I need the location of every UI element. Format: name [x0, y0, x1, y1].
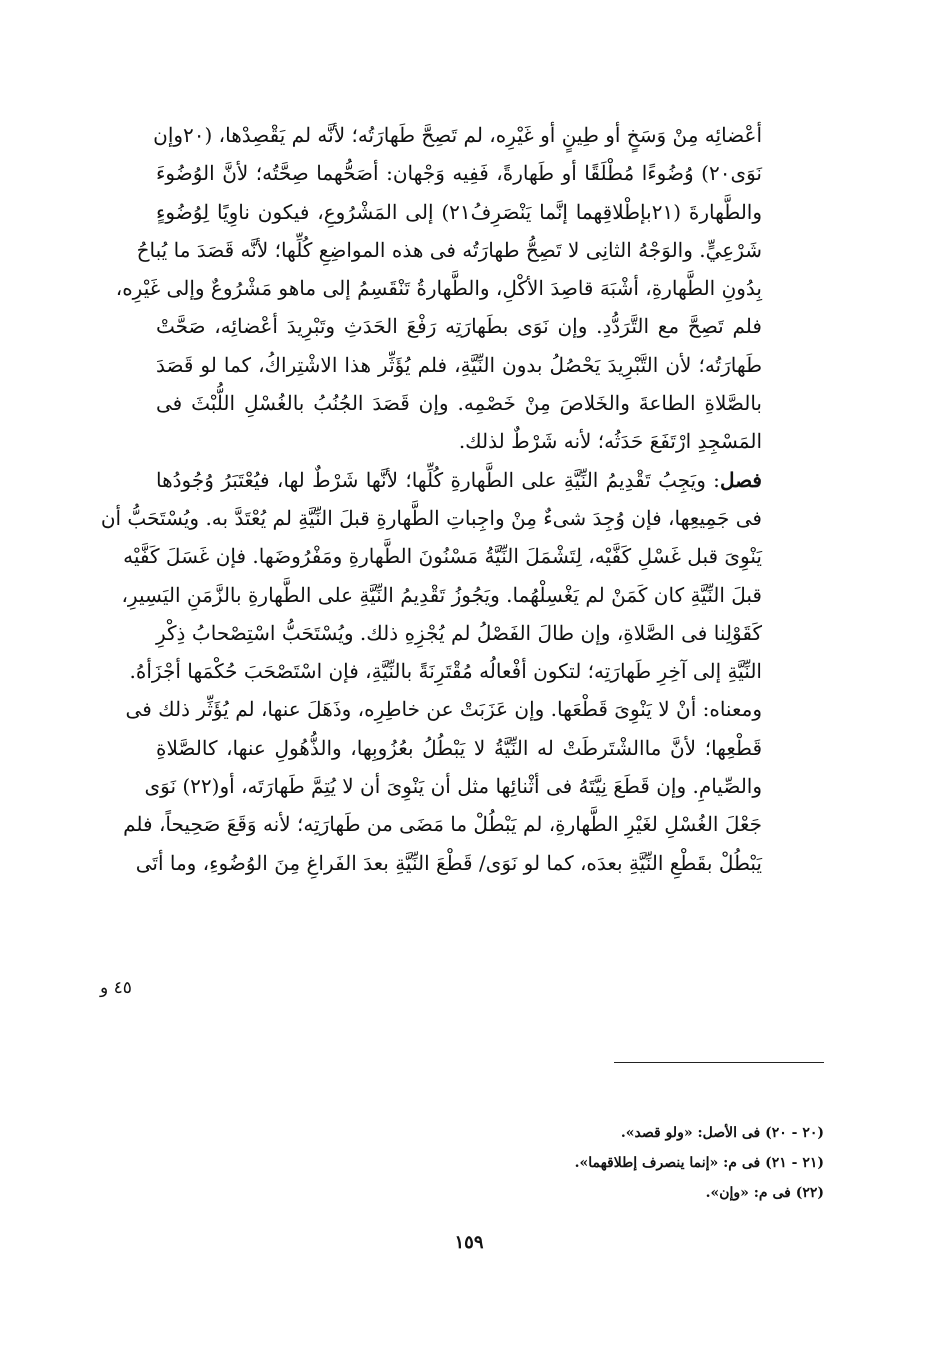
text-line: قبلَ النِّيَّةِ كان كَمَنْ لم يَغْسِلْهُما. ويَجُوزُ تَقْدِيمُ النِّيَّةِ على الطَّهارةِ بالزَّمَنِ اليَسِيرِ، — [121, 582, 762, 607]
footnote: (٢٢) فى م: «وإن». — [705, 1185, 824, 1201]
text-line: نَوَى٢٠) وُضُوءًا مُطْلَقًا أو طَهارةً، فَفِيه وَجْهان: أصَحُّهما صِحَّتُه؛ لأنَّ الوُضُوءَ — [156, 161, 762, 186]
text-line: ومعناه: أنْ لا يَنْوِىَ قَطْعَها. وإن عَزَبَتْ عن خاطِرِه، وذَهَلَ عنها، لم يُؤَثِّر ذلك فى — [125, 697, 762, 722]
section-first-line-text: : ويَجِبُ تَقْدِيمُ النِّيَّةِ على الطَّهارةِ كُلِّها؛ لأنَّها شَرْطٌ لها، فيُعْتَبَرُ وُجُودُها — [156, 467, 720, 492]
footnote: (٢١ - ٢١) فى م: «إنما ينصرف إطلاقهما». — [574, 1155, 824, 1171]
text-line: يَنْوِىَ قبل غَسْلِ كَفَّيْه، لِتَشْمَلَ النِّيَّةُ مَسْنُونَ الطَّهارةِ ومَفْرُوضَها. فإن غَسَلَ كَفَّيْه — [123, 544, 762, 569]
footnote-separator — [614, 1062, 824, 1063]
text-line: أعْضائِه مِنْ وَسَخٍ أو طِينٍ أو غَيْرِه، لم تَصِحَّ طَهارَتُه؛ لأنَّه لم يَقْصِدْها، (٢٠وإن — [153, 123, 762, 147]
section-heading-fasl: فصل — [719, 467, 762, 492]
text-line: والصِّيامِ. وإن قَطَعَ نِيَّتَهُ فى أثْنائِها مثل أن يَنْوِىَ أن لا يُتِمَّ طَهارَتَه، أو(٢٢) نَوَى — [144, 774, 762, 799]
text-line: فى جَمِيعِها، فإن وُجِدَ شىءٌ مِنْ واجِباتِ الطَّهارةِ قبلَ النِّيَّةِ لم يُعْتَدَّ به. ويُسْتَحَبُّ أن — [100, 505, 762, 530]
section-first-line — [156, 461, 762, 499]
footnotes — [420, 1118, 824, 1208]
text-line: بِدُونِ الطَّهارةِ، أشْبَهَ قاصِدَ الأكْلِ، والطَّهارةُ تَنْقَسِمُ إلى ماهو مَشْرُوعٌ وإلى غَيْرِه، — [115, 276, 762, 301]
text-line: طَهارَتُه؛ لأن التَّبْرِيدَ يَحْصُلُ بدون النِّيَّةِ، فلم يُؤَثِّر هذا الاشْتِراكُ، كما لو قَصَدَ — [156, 352, 762, 377]
text-line: كَقَوْلِنا فى الصَّلاةِ، وإن طالَ الفَصْلُ لم يُجْزِهِ ذلك. ويُسْتَحَبُّ اسْتِصْحابُ ذِكْرِ — [156, 620, 762, 645]
text-line: بالصَّلاةِ الطاعةَ والخَلاصَ مِنْ خَصْمِه. وإن قَصَدَ الجُنُبُ بالغُسْلِ اللُّبْثَ فى — [156, 391, 762, 416]
folio-margin-note: ٤٥ و — [100, 978, 132, 998]
footnote: (٢٠ - ٢٠) فى الأصل: «ولو قصد». — [620, 1125, 824, 1141]
text-line: والطَّهارةَ (٢١بإطْلاقِهما إنَّما يَنْصَرِفُ٢١) إلى المَشْرُوعِ، فيكون ناوِيًا لِوُضُوءٍ — [156, 199, 763, 224]
text-line: يَبْطُلْ بقَطْعِ النِّيَّةِ بعدَه، كما لو نَوَى/ قَطْعَ النِّيَّةِ بعدَ الفَراغِ مِنَ الوُضُوءِ، وما أتَى — [135, 850, 762, 875]
text-line: المَسْجِدِ ارْتَفَعَ حَدَثُه؛ لأنه شَرْطٌ لذلك. — [458, 429, 762, 454]
text-line: النِّيَّةِ إلى آخِرِ طَهارَتِه؛ لتكون أفْعالُه مُقْتَرِنَةً بالنِّيَّةِ، فإن اسْتَصْحَبَ حُكْمَها أجْزَأهُ. — [129, 659, 762, 684]
page-number: ١٥٩ — [454, 1232, 484, 1253]
text-line: قَطْعِها؛ لأنَّ ماالشْتَرطَتْ له النِّيَّةُ لا يَبْطُلُ بعُزُوبِها، والذُّهُولِ عنها، كالصَّلاةِ — [156, 735, 762, 760]
text-line: جَعْلَ الغُسْلِ لغَيْرِ الطَّهارةِ، لم يَبْطُلْ ما مَضَى من طَهارَتِه؛ لأنه وَقَعَ صَحِيحاً، فلم — [123, 812, 762, 837]
text-line: شَرْعِيٍّ. والوَجْهُ الثانِى لا تَصِحُّ طهارَتُه فى هذه المواضِعِ كُلِّها؛ لأنَّه قَصَدَ ما يُباحُ — [136, 237, 762, 262]
body-text — [100, 116, 763, 882]
text-line: فلم تَصِحَّ مع التَّرَدُّدِ. وإن نَوَى بطَهارَتِه رَفْعَ الحَدَثِ وتَبْرِيدَ أعْضائِه، صَحَّتْ — [156, 314, 762, 339]
